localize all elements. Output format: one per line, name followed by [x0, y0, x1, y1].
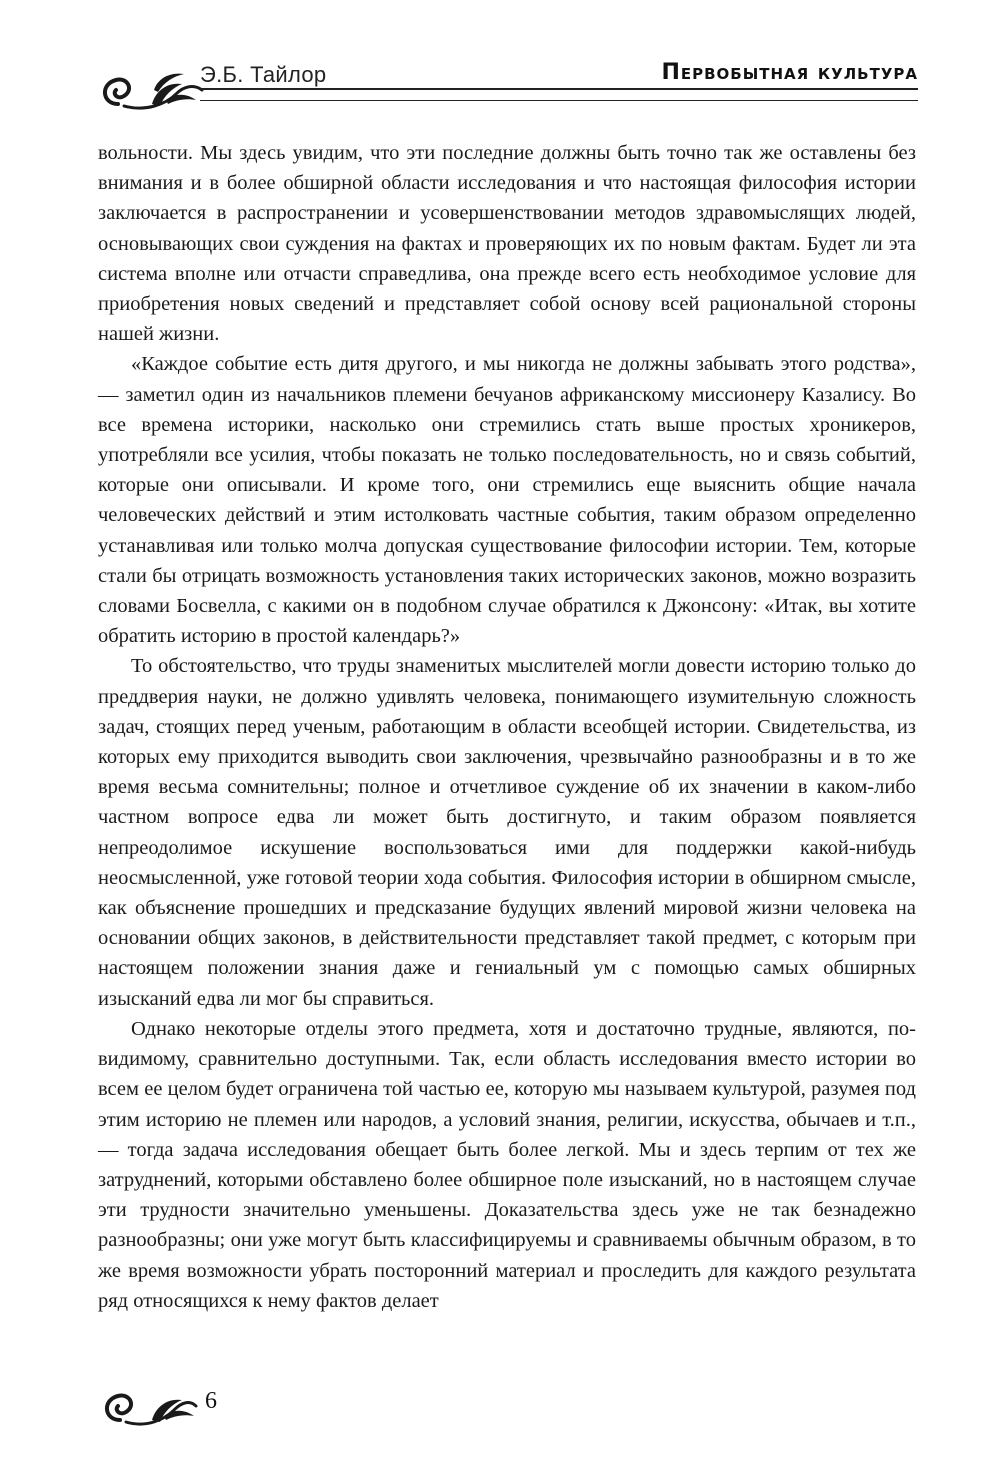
- paragraph-2: «Каждое событие есть дитя другого, и мы никогда не должны забывать этого родства», — заметил один из начальников племени бечуанов африканскому миссионеру Казалису. Во все времена историки, насколько они стремились стать выше простых хроникеров, употребляли все усилия, чтобы показать не только последовательность, но и связь событий, которые они описывали. И кроме того, они стремились еще выяснить общие начала человеческих действий и этим истолковать частные события, таким образом определенно устанавливая или только молча допуская существование философии истории. Тем, которые стали бы отрицать возможность установления таких исторических законов, можно возразить словами Босвелла, с какими он в подобном случае обратился к Джонсону: «Итак, вы хотите обратить историю в простой календарь?»: [98, 353, 916, 648]
- paragraph-1: вольности. Мы здесь увидим, что эти последние должны быть точно так же оставлены без внимания и в более обширной области исследования и что настоящая философия истории заключается в распространении и усовершенствовании методов здравомыслящих людей, основывающих свои суждения на фактах и проверяющих их по новым фактам. Будет ли эта система вполне или отчасти справедлива, она прежде всего есть необходимое условие для приобретения новых сведений и представляет собой основу всей рациональной стороны нашей жизни.: [98, 142, 916, 346]
- body-text: [98, 138, 916, 1316]
- header-rule: [200, 88, 918, 101]
- running-head-author: Э.Б. Тайлор: [200, 62, 327, 87]
- paragraph-3: То обстоятельство, что труды знаменитых мыслителей могли довести историю только до преддверия науки, не должно удивлять человека, понимающего изумительную сложность задач, стоящих перед ученым, работающим в области всеобщей истории. Свидетельства, из которых ему приходится выводить свои заключения, чрезвычайно разнообразны и в то же время весьма сомнительны; полное и отчетливое суждение об их значении в каком-либо частном вопросе едва ли может быть достигнуто, и таким образом появляется непреодолимое искушение воспользоваться ими для поддержки какой-нибудь неосмысленной, уже готовой теории хода события. Философия истории в обширном смысле, как объяснение прошедших и предсказание будущих явлений мировой жизни человека на основании общих законов, в действительности представляет такой предмет, с которым при настоящем положении знания даже и гениальный ум с помощью самых обширных изысканий едва ли мог бы справиться.: [98, 655, 916, 1010]
- paragraph-4: Однако некоторые отделы этого предмета, хотя и достаточно трудные, являются, по-видимому, сравнительно доступными. Так, если область исследования вместо истории во всем ее целом будет ограничена той частью ее, которую мы называем культурой, разумея под этим историю не племен или народов, а условий знания, религии, искусства, обычаев и т.п., — тогда задача исследования обещает быть более легкой. Мы и здесь терпим от тех же затруднений, которыми обставлено более обширное поле изысканий, но в настоящем случае эти трудности значительно уменьшены. Доказательства здесь уже не так безнадежно разнообразны; они уже могут быть классифицируемы и сравниваемы обычным образом, в то же время возможности убрать посторонний материал и проследить для каждого результата ряд относящихся к нему фактов делает: [98, 1017, 916, 1312]
- footer-flourish-icon: [98, 1380, 198, 1436]
- page-header: [0, 0, 1000, 140]
- running-head-title: Первобытная культура: [661, 60, 918, 85]
- flourish-ornament-icon: [96, 60, 206, 120]
- page-number: 6: [205, 1388, 217, 1414]
